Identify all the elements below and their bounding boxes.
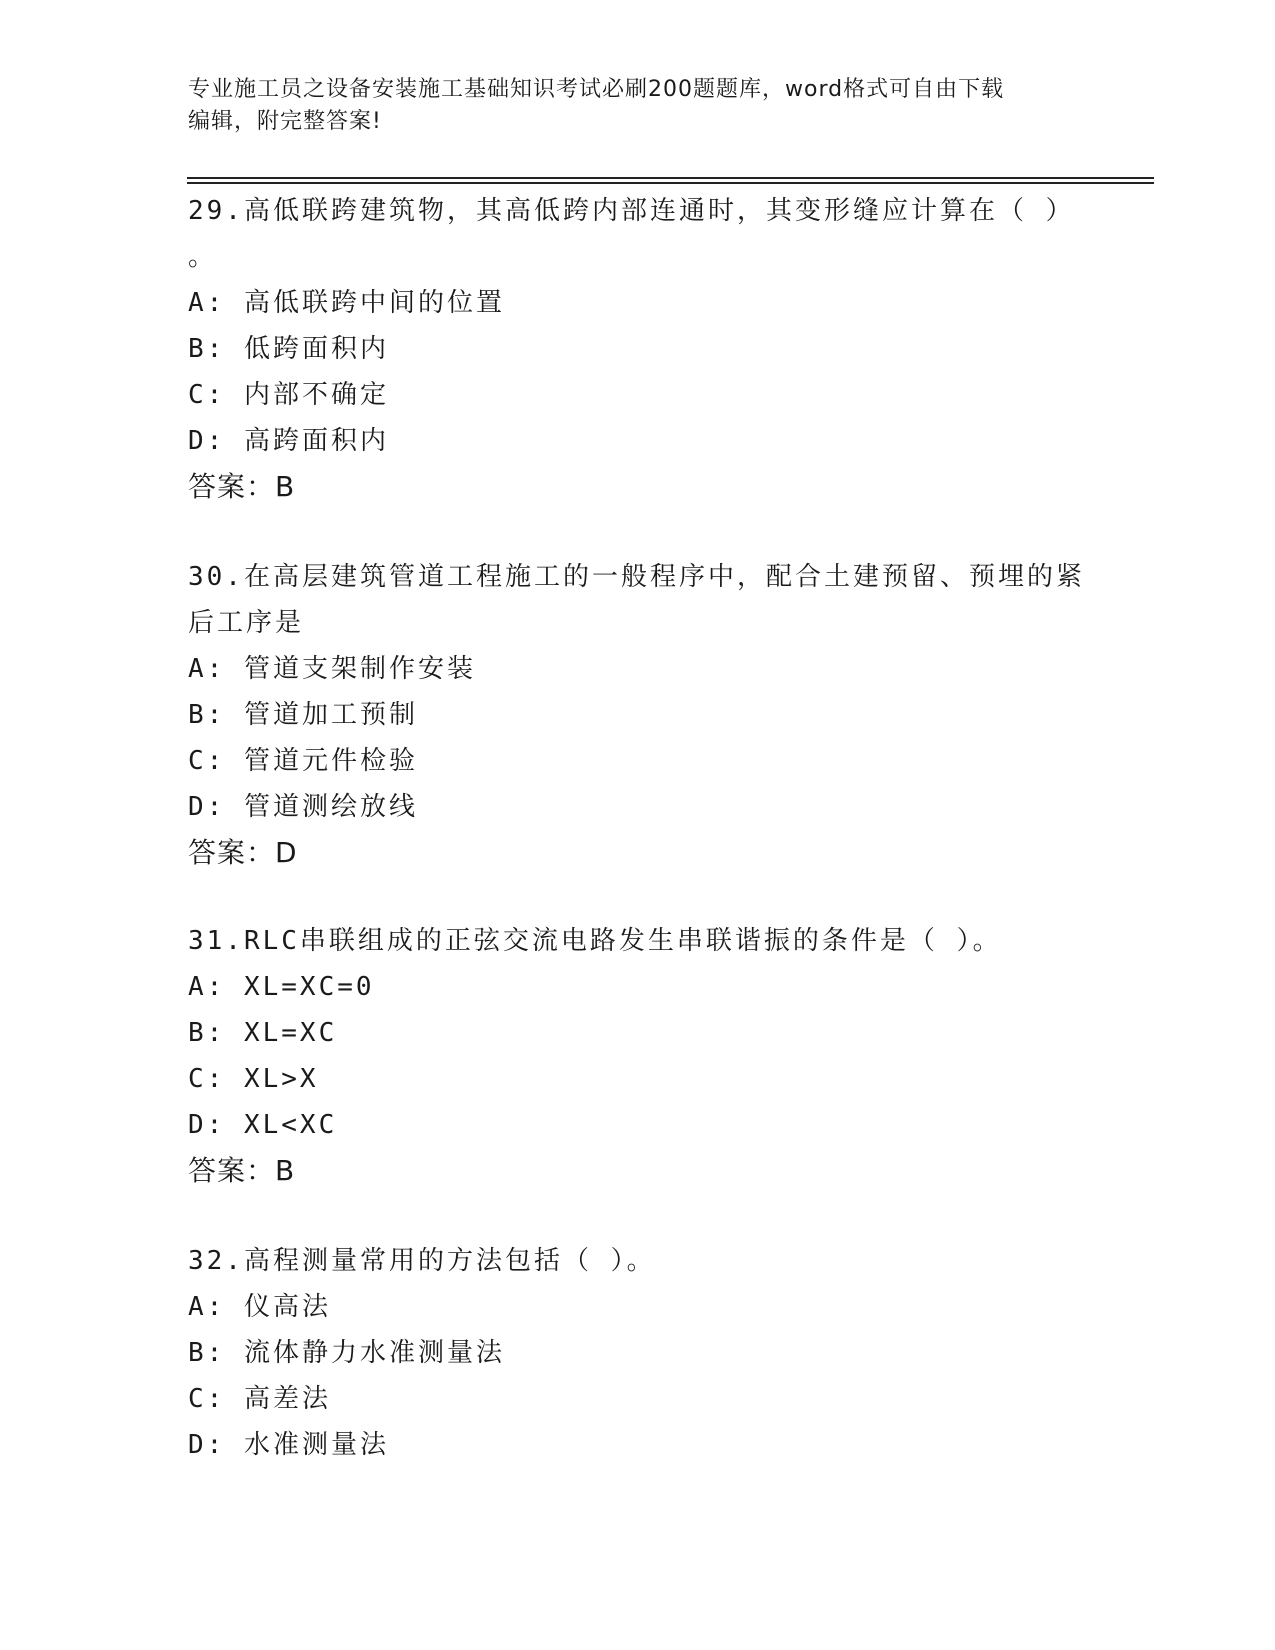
- option-c: C: XL>X: [188, 1064, 319, 1094]
- question-30: [188, 554, 1088, 876]
- header-divider-top: [187, 177, 1154, 179]
- question-29: [188, 188, 1088, 510]
- option-d: D: 管道测绘放线: [188, 792, 418, 822]
- option-a: A: 仪高法: [188, 1292, 331, 1322]
- option-b: B: XL=XC: [188, 1018, 338, 1048]
- answer: 答案：B: [188, 1154, 296, 1187]
- question-stem-line-2: 。: [188, 242, 218, 272]
- option-c: C: 管道元件检验: [188, 746, 418, 776]
- option-a: A: XL=XC=0: [188, 972, 375, 1002]
- question-stem-line-1: 32.高程测量常用的方法包括（ ）。: [188, 1246, 656, 1276]
- option-d: D: XL<XC: [188, 1110, 338, 1140]
- question-32: [188, 1238, 1088, 1468]
- option-d: D: 水准测量法: [188, 1430, 389, 1460]
- option-b: B: 管道加工预制: [188, 700, 418, 730]
- document-header: [188, 74, 1088, 138]
- option-d: D: 高跨面积内: [188, 426, 389, 456]
- question-stem-line-2: 后工序是: [188, 608, 305, 638]
- question-stem-line-1: 30.在高层建筑管道工程施工的一般程序中，配合土建预留、预埋的紧: [188, 562, 1085, 592]
- question-stem-line-1: 31.RLC串联组成的正弦交流电路发生串联谐振的条件是（ ）。: [188, 926, 1002, 956]
- question-31: [188, 918, 1088, 1194]
- option-c: C: 高差法: [188, 1384, 331, 1414]
- answer: 答案：D: [188, 836, 298, 869]
- header-divider-bottom: [187, 182, 1154, 184]
- question-stem-line-1: 29.高低联跨建筑物，其高低跨内部连通时，其变形缝应计算在（ ）: [188, 196, 1075, 226]
- option-c: C: 内部不确定: [188, 380, 389, 410]
- option-a: A: 管道支架制作安装: [188, 654, 476, 684]
- header-line-1: 专业施工员之设备安装施工基础知识考试必刷200题题库，word格式可自由下载: [188, 77, 1005, 102]
- option-b: B: 低跨面积内: [188, 334, 389, 364]
- answer: 答案：B: [188, 470, 296, 503]
- header-line-2: 编辑，附完整答案!: [188, 109, 382, 134]
- option-a: A: 高低联跨中间的位置: [188, 288, 505, 318]
- option-b: B: 流体静力水准测量法: [188, 1338, 505, 1368]
